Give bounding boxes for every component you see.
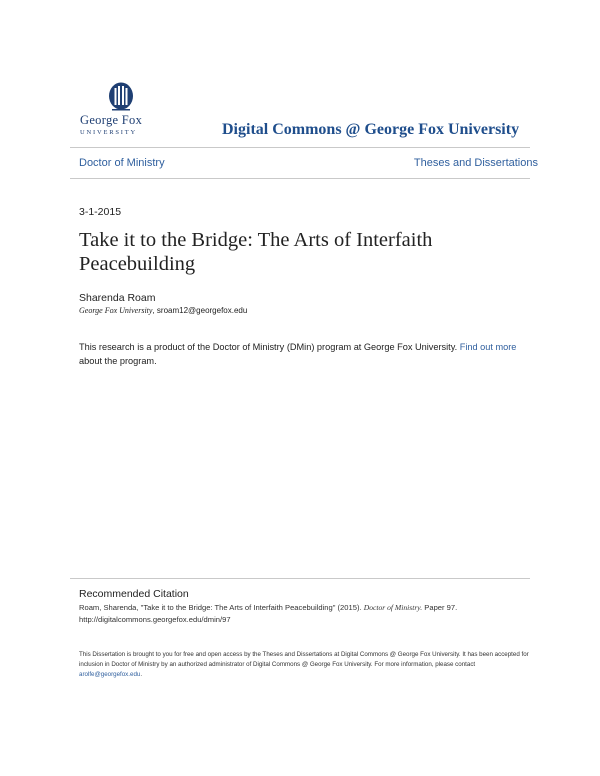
divider-bottom	[70, 578, 530, 579]
recommended-citation-heading: Recommended Citation	[79, 588, 189, 600]
affiliation-institution: George Fox University	[79, 306, 153, 315]
george-fox-logo	[80, 82, 166, 142]
publication-date: 3-1-2015	[79, 206, 122, 218]
footer-notice	[79, 650, 529, 681]
author-name: Sharenda Roam	[79, 292, 156, 304]
article-title: Take it to the Bridge: The Arts of Interfaith Peacebuilding	[79, 229, 433, 275]
logo-wordmark: George Fox	[80, 113, 143, 127]
description-tail: about the program.	[79, 355, 157, 366]
citation-series: Doctor of Ministry.	[363, 603, 423, 612]
breadcrumb-theses-and-dissertations[interactable]: Theses and Dissertations	[413, 157, 538, 169]
breadcrumb-doctor-of-ministry[interactable]: Doctor of Ministry	[79, 157, 165, 169]
description-text: This research is a product of the Doctor of Ministry (DMin) program at George Fox University.	[79, 342, 458, 352]
footer-text: This Dissertation is brought to you for free and open access by the Theses and Dissertations at Digital Commons @ George Fox University. It has been accepted for inclusion in Doctor of Ministry by an authorized administrator of Digital Commons @ George Fox University. For more information, please contact	[79, 651, 529, 669]
citation-paper: Paper 97.	[424, 603, 458, 612]
site-title-link[interactable]: Digital Commons @ George Fox University	[222, 121, 520, 138]
divider-middle	[70, 178, 530, 179]
program-description	[79, 341, 529, 368]
contact-email-link[interactable]: arolfe@georgefox.edu	[79, 671, 141, 679]
citation-url: http://digitalcommons.georgefox.edu/dmin/97	[79, 614, 231, 624]
find-out-more-link[interactable]: Find out more	[459, 342, 517, 352]
affiliation-email: sroam12@georgefox.edu	[156, 306, 248, 315]
author-affiliation: George Fox University, sroam12@georgefox.edu	[79, 306, 248, 315]
university-emblem-icon	[107, 82, 135, 112]
recommended-citation	[79, 602, 539, 625]
logo-subtext: UNIVERSITY	[80, 129, 137, 136]
divider-top	[70, 147, 530, 148]
citation-text: Roam, Sharenda, "Take it to the Bridge: The Arts of Interfaith Peacebuilding" (2015).	[79, 603, 362, 612]
footer-end: .	[140, 671, 143, 679]
